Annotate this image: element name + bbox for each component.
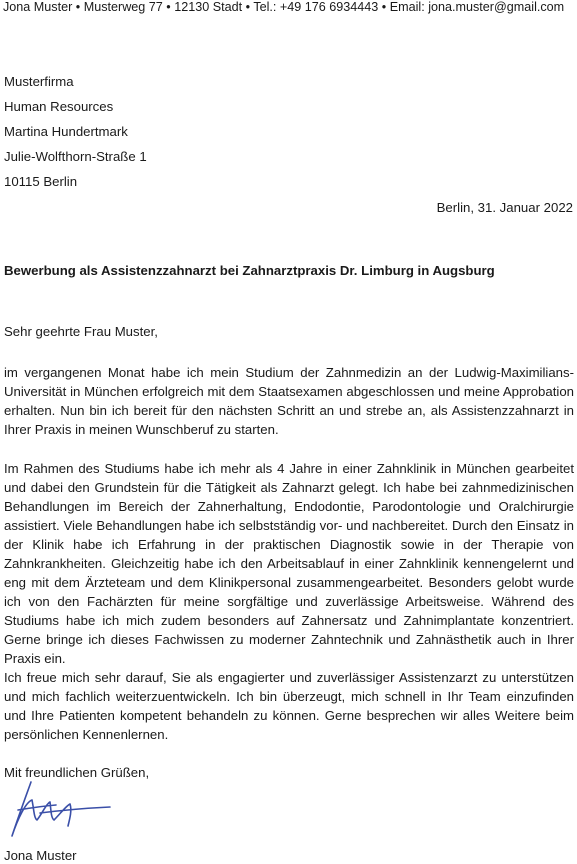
- recipient-address-block: [4, 73, 147, 198]
- recipient-city: 10115 Berlin: [4, 174, 78, 189]
- body-paragraph-2: Im Rahmen des Studiums habe ich mehr als 4 Jahre in einer Zahnklinik in München gearbeitet und dabei den Grundstein für die Tätigkeit als Zahnarzt gelegt. Ich habe bei zahnmedizinischen Behandlungen im Bereich der Zahnerhaltung, Endodontie, Parodontologie und Oralchirurgie assistiert. Viele Behandlungen habe ich selbstständig vor- und nachbereitet. Durch den Einsatz in der Klinik habe ich Erfahrung in der praktischen Diagnostik sowie in der Therapie von Zahnkrankheiten. Gleichzeitig habe ich den Arbeitsablauf in einer Zahnklinik kennengelernt und eng mit dem Ärzteteam und dem Klinikpersonal zusammengearbeitet. Besonders gelobt wurde ich von den Fachärzten für meine sorgfältige und zuverlässige Arbeitsweise. Während des Studiums habe ich mich zudem besonders auf Zahnersatz und Zahnimplantate konzentriert. Gerne bringe ich dieses Fachwissen zu moderner Zahntechnik und Zahnästhetik auch in Ihrer Praxis ein.: [4, 461, 574, 666]
- recipient-contact: Martina Hundertmark: [4, 124, 128, 139]
- body-paragraph-3: Ich freue mich sehr darauf, Sie als engagierter und zuverlässiger Assistenzarzt zu unterstützen und mich fachlich weiterzuentwickeln. Ich bin überzeugt, mich schnell in Ihr Team einzufinden und Ihre Patienten kompetent behandeln zu können. Gerne besprechen wir alles Weitere beim persönlichen Kennenlernen.: [4, 670, 574, 742]
- closing-phrase: Mit freundlichen Grüßen,: [4, 765, 150, 780]
- signature-name: Jona Muster: [4, 848, 77, 863]
- salutation: Sehr geehrte Frau Muster,: [4, 324, 158, 339]
- recipient-department: Human Resources: [4, 99, 114, 114]
- recipient-street: Julie-Wolfthorn-Straße 1: [4, 149, 147, 164]
- letter-subject: Bewerbung als Assistenzzahnarzt bei Zahnarztpraxis Dr. Limburg in Augsburg: [4, 263, 495, 278]
- sender-address-line: Jona Muster • Musterweg 77 • 12130 Stadt • Tel.: +49 176 6934443 • Email: jona.muster@gmail.com: [3, 0, 565, 14]
- letter-date: Berlin, 31. Januar 2022: [436, 200, 573, 215]
- body-paragraph-1: im vergangenen Monat habe ich mein Studium der Zahnmedizin an der Ludwig-Maximilians-Universität in München erfolgreich mit dem Staatsexamen abgeschlossen und meine Approbation erhalten. Nun bin ich bereit für den nächsten Schritt an und strebe an, als Assistenzzahnarzt in Ihrer Praxis in meinen Wunschberuf zu starten.: [4, 365, 574, 437]
- handwritten-signature: [4, 780, 114, 842]
- recipient-company: Musterfirma: [4, 74, 74, 89]
